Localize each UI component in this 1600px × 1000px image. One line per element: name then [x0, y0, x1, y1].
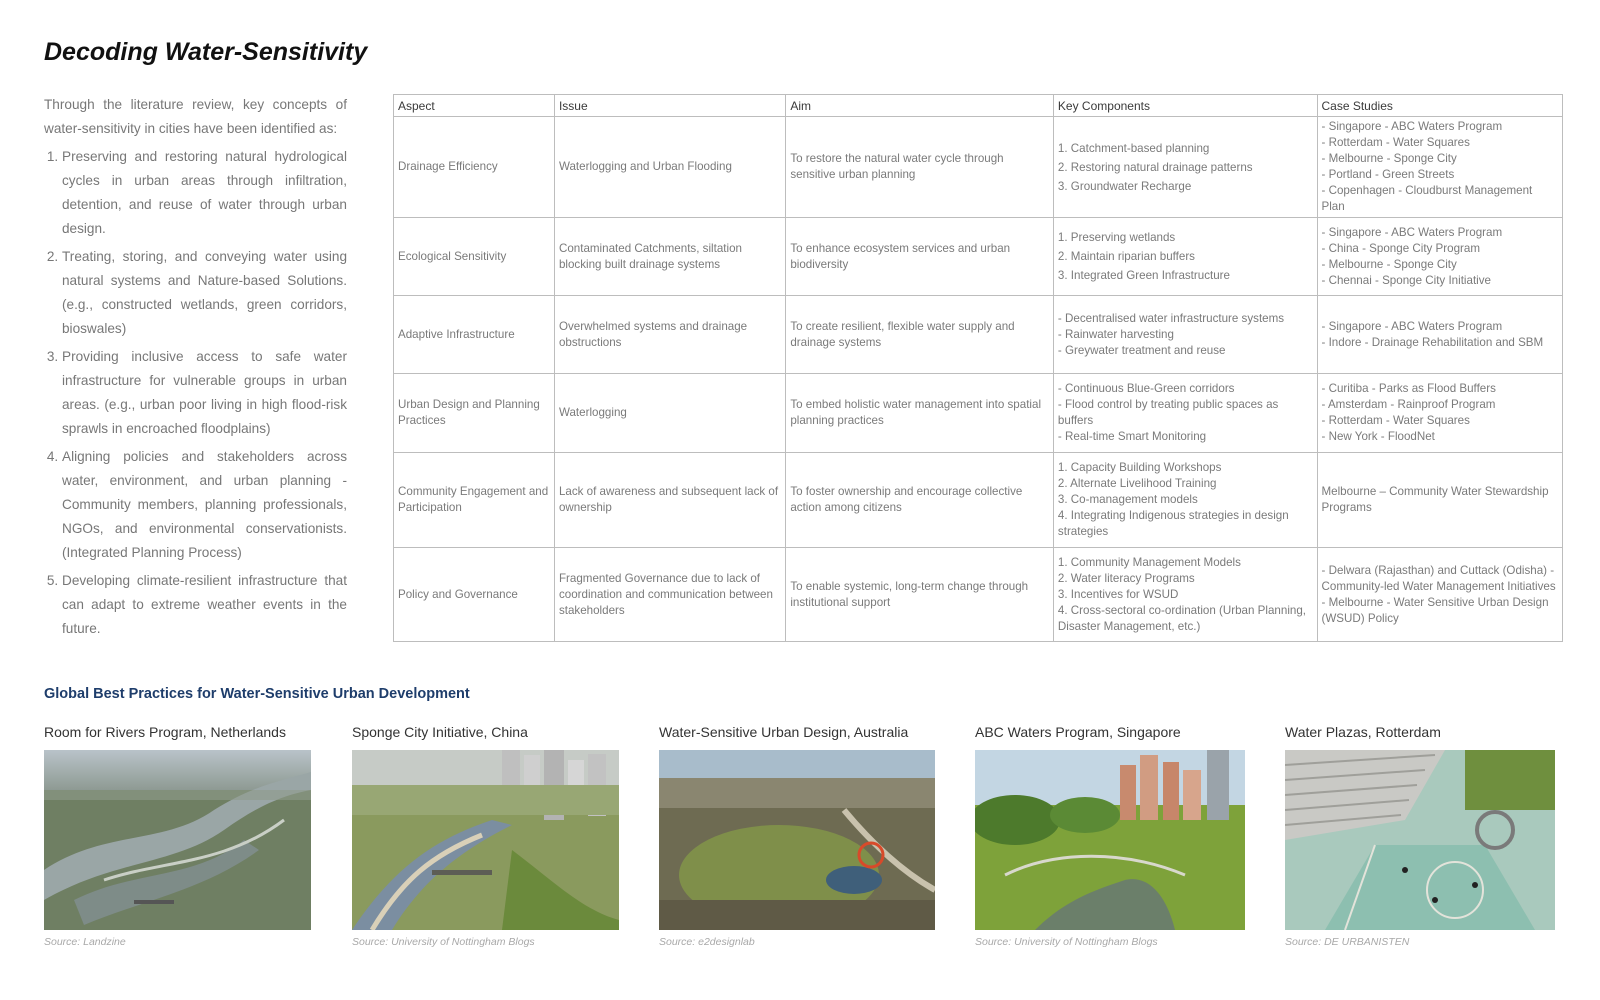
header-aspect: Aspect [394, 95, 555, 117]
cell-aspect: Ecological Sensitivity [394, 218, 555, 296]
header-aim: Aim [786, 95, 1054, 117]
case-item: - Chennai - Sponge City Initiative [1321, 273, 1491, 287]
component-item: 2. Maintain riparian buffers [1057, 250, 1195, 263]
case-item: - Melbourne - Sponge City [1321, 257, 1457, 271]
case-item: - Singapore - ABC Waters Program [1321, 225, 1503, 239]
component-item: 2. Restoring natural drainage patterns [1057, 160, 1253, 174]
case-item: - Delwara (Rajasthan) and Cuttack (Odisha) - Community-led Water Management Initiatives [1321, 563, 1556, 593]
case-item: - New York - FloodNet [1321, 430, 1435, 443]
header-case-studies: Case Studies [1317, 95, 1563, 117]
component-item: 2. Water literacy Programs [1057, 571, 1195, 585]
cell-cases [1317, 548, 1563, 642]
intro-lead: Through the literature review, key concepts of water-sensitivity in cities have been identified as: [44, 97, 347, 136]
case-item: - Amsterdam - Rainproof Program [1321, 398, 1496, 411]
photo-source: Source: University of Nottingham Blogs [352, 936, 535, 948]
cell-issue: Contaminated Catchments, siltation blocking built drainage systems [554, 218, 785, 296]
component-item: - Flood control by treating public spaces as buffers [1057, 398, 1279, 427]
river-aerial-photo [44, 750, 311, 930]
table-row [394, 548, 1563, 642]
case-item: - Rotterdam - Water Squares [1321, 414, 1470, 427]
case-item: - Melbourne - Water Sensitive Urban Design (WSUD) Policy [1321, 595, 1549, 625]
cell-aim: To create resilient, flexible water supply and drainage systems [786, 296, 1054, 374]
photo-caption: Room for Rivers Program, Netherlands [44, 724, 286, 740]
photo-card-abc-waters [975, 724, 1245, 948]
photo-source: Source: University of Nottingham Blogs [975, 936, 1158, 948]
header-issue: Issue [554, 95, 785, 117]
cell-cases [1317, 296, 1563, 374]
photo-card-sponge-city [352, 724, 619, 948]
cell-components [1053, 296, 1317, 374]
cell-components [1053, 117, 1317, 218]
intro-point: 4. Aligning policies and stakeholders across water, environment, and urban planning - Community members, planning professionals, NGOs, and environmental conservationists. (Integrated Planning Process) [62, 445, 347, 565]
cell-cases [1317, 218, 1563, 296]
cell-aim: To restore the natural water cycle through sensitive urban planning [786, 117, 1054, 218]
photo-card-wsud-australia [659, 724, 935, 948]
component-item: 1. Capacity Building Workshops [1057, 461, 1222, 474]
case-item: - Curitiba - Parks as Flood Buffers [1321, 382, 1496, 395]
cell-aim: To enable systemic, long-term change through institutional support [786, 548, 1054, 642]
intro-point: 1. Preserving and restoring natural hydrological cycles in urban areas through infiltration, detention, and reuse of water through urban design. [62, 145, 347, 241]
water-plaza-photo [1285, 750, 1555, 930]
cell-aspect: Policy and Governance [394, 548, 555, 642]
table-header-row [394, 95, 1563, 117]
table-row [394, 218, 1563, 296]
water-sensitivity-table [393, 94, 1563, 642]
photo-source: Source: e2designlab [659, 936, 755, 948]
cell-aspect: Urban Design and Planning Practices [394, 374, 555, 453]
case-item: - Copenhagen - Cloudburst Management Plan [1321, 184, 1533, 213]
component-item: 1. Catchment-based planning [1057, 141, 1210, 155]
component-item: 2. Alternate Livelihood Training [1057, 477, 1217, 490]
case-item: - Portland - Green Streets [1321, 168, 1455, 181]
case-item: - China - Sponge City Program [1321, 241, 1481, 255]
cell-aspect: Community Engagement and Participation [394, 453, 555, 548]
cell-aim: To embed holistic water management into spatial planning practices [786, 374, 1054, 453]
photo-card-room-for-rivers [44, 724, 311, 948]
cell-issue: Fragmented Governance due to lack of coordination and communication between stakeholders [554, 548, 785, 642]
photo-source: Source: Landzine [44, 936, 126, 948]
australia-aerial-photo [659, 750, 935, 930]
page-title: Decoding Water-Sensitivity [44, 38, 368, 66]
cell-components [1053, 548, 1317, 642]
cell-issue: Lack of awareness and subsequent lack of ownership [554, 453, 785, 548]
photo-caption: ABC Waters Program, Singapore [975, 724, 1181, 740]
component-item: 4. Cross-sectoral co-ordination (Urban Planning, Disaster Management, etc.) [1057, 603, 1307, 633]
component-item: - Real-time Smart Monitoring [1057, 430, 1207, 443]
cell-components [1053, 374, 1317, 453]
gallery-heading: Global Best Practices for Water-Sensitive Urban Development [44, 686, 470, 702]
case-item: - Indore - Drainage Rehabilitation and SBM [1321, 335, 1544, 349]
cell-aspect: Adaptive Infrastructure [394, 296, 555, 374]
case-item: - Rotterdam - Water Squares [1321, 136, 1470, 149]
cell-issue: Waterlogging and Urban Flooding [554, 117, 785, 218]
intro-point: 2. Treating, storing, and conveying water using natural systems and Nature-based Solutions. (e.g., constructed wetlands, green corridors, bioswales) [62, 245, 347, 341]
intro-point: 5. Developing climate-resilient infrastructure that can adapt to extreme weather events in the future. [62, 569, 347, 641]
table-row [394, 117, 1563, 218]
component-item: 1. Preserving wetlands [1057, 231, 1176, 244]
component-item: 3. Incentives for WSUD [1057, 587, 1179, 601]
case-item: - Melbourne - Sponge City [1321, 152, 1457, 165]
intro-text [44, 93, 347, 645]
singapore-park-photo [975, 750, 1245, 930]
case-item: - Singapore - ABC Waters Program [1321, 120, 1503, 133]
cell-cases [1317, 453, 1563, 548]
photo-caption: Water Plazas, Rotterdam [1285, 724, 1441, 740]
component-item: - Continuous Blue-Green corridors [1057, 382, 1235, 395]
cell-cases [1317, 374, 1563, 453]
component-item: 3. Groundwater Recharge [1057, 179, 1192, 193]
table-row [394, 374, 1563, 453]
cell-aspect: Drainage Efficiency [394, 117, 555, 218]
cell-components [1053, 453, 1317, 548]
component-item: - Greywater treatment and reuse [1057, 343, 1226, 357]
cell-aim: To foster ownership and encourage collective action among citizens [786, 453, 1054, 548]
cell-issue: Waterlogging [554, 374, 785, 453]
photo-caption: Water-Sensitive Urban Design, Australia [659, 724, 909, 740]
component-item: - Decentralised water infrastructure systems [1057, 311, 1285, 325]
case-item: Melbourne – Community Water Stewardship Programs [1321, 485, 1549, 514]
component-item: 3. Integrated Green Infrastructure [1057, 269, 1230, 282]
table-row [394, 453, 1563, 548]
photo-source: Source: DE URBANISTEN [1285, 936, 1410, 948]
cell-issue: Overwhelmed systems and drainage obstructions [554, 296, 785, 374]
cell-cases [1317, 117, 1563, 218]
case-item: - Singapore - ABC Waters Program [1321, 319, 1503, 333]
intro-point: 3. Providing inclusive access to safe water infrastructure for vulnerable groups in urban areas. (e.g., urban poor living in high flood-risk sprawls in encroached floodplains) [62, 345, 347, 441]
component-item: - Rainwater harvesting [1057, 327, 1174, 341]
component-item: 1. Community Management Models [1057, 555, 1241, 569]
cell-aim: To enhance ecosystem services and urban biodiversity [786, 218, 1054, 296]
photo-card-water-plazas [1285, 724, 1555, 948]
table-row [394, 296, 1563, 374]
cell-components [1053, 218, 1317, 296]
component-item: 4. Integrating Indigenous strategies in design strategies [1057, 509, 1289, 538]
header-key-components: Key Components [1053, 95, 1317, 117]
component-item: 3. Co-management models [1057, 493, 1198, 506]
sponge-city-photo [352, 750, 619, 930]
intro-points-list [44, 145, 347, 641]
photo-caption: Sponge City Initiative, China [352, 724, 528, 740]
